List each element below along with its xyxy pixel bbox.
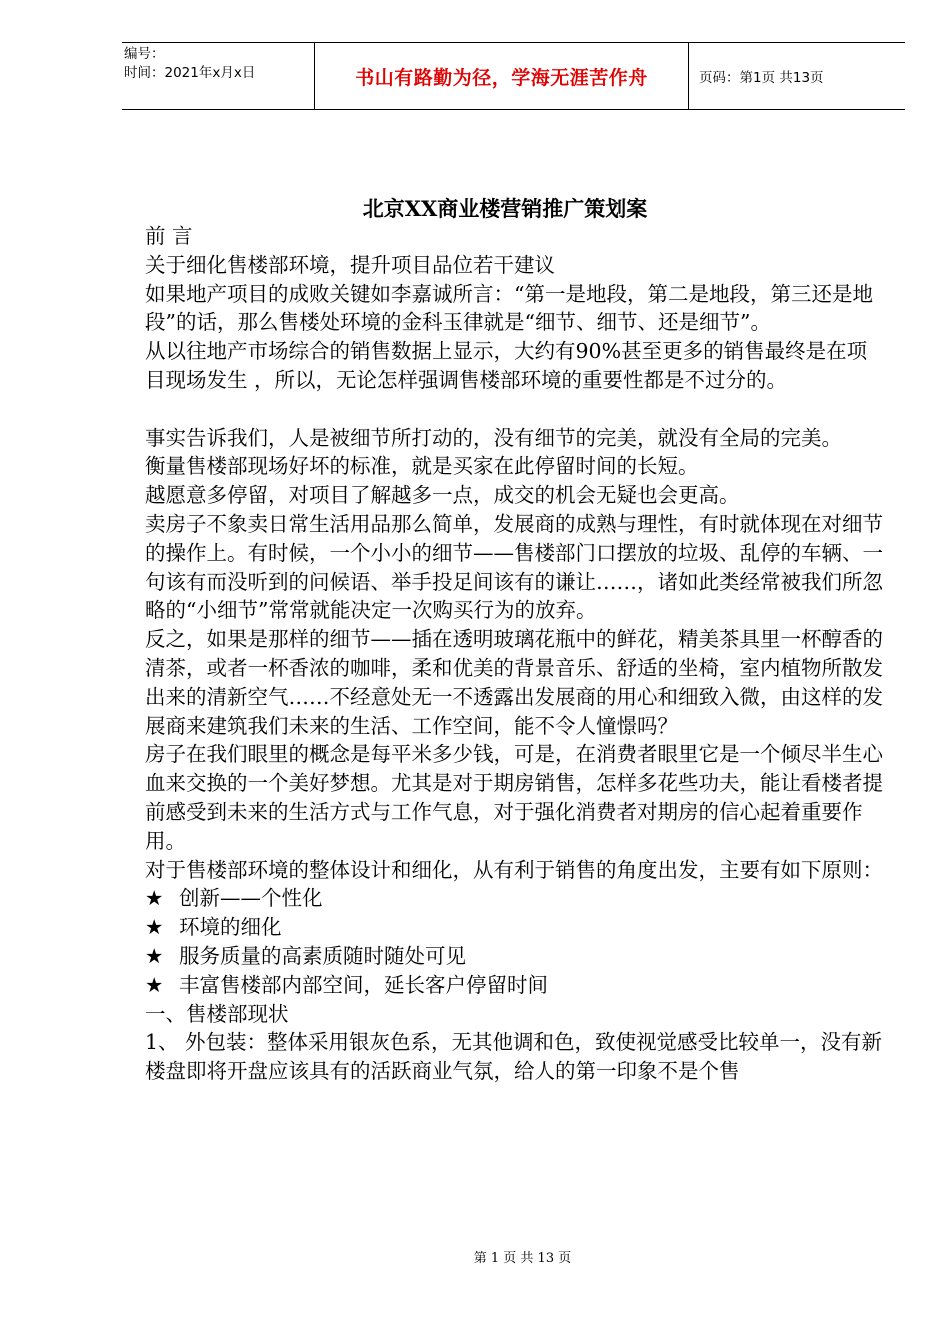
star-icon: ★ [145,972,164,997]
document-body [145,222,885,1086]
principle-item [145,913,885,942]
document-time-label: 时间：2021年x月x日 [124,65,256,81]
paragraph: 越愿意多停留，对项目了解越多一点，成交的机会无疑也会更高。 [145,483,740,508]
blank-line [145,395,885,424]
paragraph: 从以往地产市场综合的销售数据上显示，大约有90%甚至更多的销售最终是在项目现场发生 ，所以，无论怎样强调售楼部环境的重要性都是不过分的。 [145,339,868,392]
principle-text: 服务质量的高素质随时随处可见 [179,943,466,968]
header-page-info: 页码：第1页 共13页 [699,70,824,86]
paragraph: 反之，如果是那样的细节——插在透明玻璃花瓶中的鲜花，精美茶具里一杯醇香的清茶，或者一杯香浓的咖啡，柔和优美的背景音乐、舒适的坐椅，室内植物所散发出来的清新空气……不经意处无一不透露出发展商的用心和细致入微，由这样的发展商来建筑我们未来的生活、工作空间，能不令人憧憬吗？ [145,627,883,738]
document-number-label: 编号： [124,46,165,62]
star-icon: ★ [145,943,164,968]
paragraph: 对于售楼部环境的整体设计和细化，从有利于销售的角度出发，主要有如下原则： [145,857,883,882]
principle-item [145,884,885,913]
paragraph: 关于细化售楼部环境，提升项目品位若干建议 [145,252,555,277]
paragraph: 前 言 [145,224,193,248]
principle-text: 环境的细化 [179,915,282,940]
page-header [122,42,905,110]
star-icon: ★ [145,886,164,911]
principle-item [145,971,885,1000]
paragraph: 卖房子不象卖日常生活用品那么简单，发展商的成熟与理性，有时就体现在对细节的操作上。有时候，一个小小的细节——售楼部门口摆放的垃圾、乱停的车辆、一句该有而没听到的问候语、举手投足间该有的谦让……，诸如此类经常被我们所忽略的“小细节”常常就能决定一次购买行为的放弃。 [145,511,883,623]
paragraph: 事实告诉我们，人是被细节所打动的，没有细节的完美，就没有全局的完美。 [145,425,842,450]
header-motto: 书山有路勤为径，学海无涯苦作舟 [315,43,689,109]
principle-item [145,942,885,971]
header-meta [122,43,315,109]
paragraph: 如果地产项目的成败关键如李嘉诚所言：“第一是地段，第二是地段，第三还是地段”的话，那么售楼处环境的金科玉律就是“细节、细节、还是细节”。 [145,281,873,335]
paragraph: 1、 外包装：整体采用银灰色系，无其他调和色，致使视觉感受比较单一，没有新楼盘即将开盘应该具有的活跃商业气氛，给人的第一印象不是个售 [145,1030,883,1084]
principle-text: 丰富售楼部内部空间，延长客户停留时间 [179,972,548,997]
page-footer: 第 1 页 共 13 页 [473,1251,572,1266]
section-heading: 一、售楼部现状 [145,1001,289,1026]
document-title: 北京XX商业楼营销推广策划案 [362,196,648,221]
paragraph: 衡量售楼部现场好坏的标准，就是买家在此停留时间的长短。 [145,454,699,479]
paragraph: 房子在我们眼里的概念是每平米多少钱，可是，在消费者眼里它是一个倾尽半生心血来交换的一个美好梦想。尤其是对于期房销售，怎样多花些功夫，能让看楼者提前感受到未来的生活方式与工作气息，对于强化消费者对期房的信心起着重要作用。 [145,742,883,853]
principle-text: 创新——个性化 [179,886,323,911]
star-icon: ★ [145,915,164,940]
